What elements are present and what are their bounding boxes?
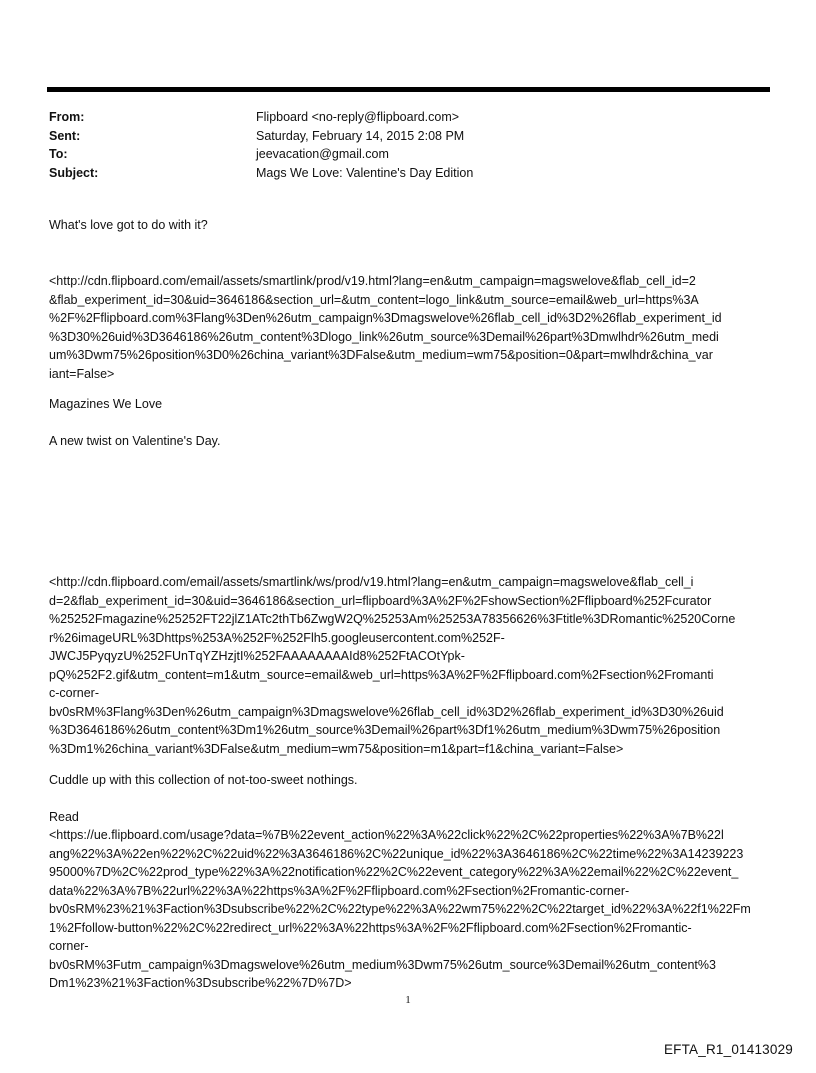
magazine-link-url[interactable] xyxy=(49,573,774,758)
section-heading: Magazines We Love xyxy=(49,397,163,411)
sent-label: Sent: xyxy=(49,128,81,143)
header-rule xyxy=(47,87,770,92)
description-text: Cuddle up with this collection of not-too-sweet nothings. xyxy=(49,773,358,787)
url-line: Dm1%23%21%3Faction%3Dsubscribe%22%7D%7D> xyxy=(49,976,352,990)
tagline-text: A new twist on Valentine's Day. xyxy=(49,434,221,448)
subject-label: Subject: xyxy=(49,165,99,180)
subject-value: Mags We Love: Valentine's Day Edition xyxy=(256,165,474,180)
url-line: &flab_experiment_id=30&uid=3646186&section_url=&utm_content=logo_link&utm_source=email&web_url=https%3A xyxy=(49,292,699,307)
url-line: <http://cdn.flipboard.com/email/assets/smartlink/prod/v19.html?lang=en&utm_campaign=magswelove&flab_cell_id=2 xyxy=(49,274,696,288)
url-line: bv0sRM%3Flang%3Den%26utm_campaign%3Dmagswelove%26flab_cell_id%3D2%26flab_experiment_id%3D30%26uid xyxy=(49,704,724,719)
url-line: JWCJ5PyqyzU%252FUnTqYZHzjtI%252FAAAAAAAAId8%252FtACOtYpk- xyxy=(49,649,465,663)
sent-row xyxy=(49,127,749,146)
url-line: 1%2Ffollow-button%22%2C%22redirect_url%22%3A%22https%3A%2F%2Fflipboard.com%2Fsection%2Fromantic- xyxy=(49,920,692,935)
url-line: %3Dm1%26china_variant%3DFalse&utm_medium=wm75&position=m1&part=f1&china_variant=False> xyxy=(49,741,624,756)
to-label: To: xyxy=(49,147,68,161)
url-line: %3D30%26uid%3D3646186%26utm_content%3Dlogo_link%26utm_source%3Demail%26part%3Dmwlhdr%26utm_medi xyxy=(49,329,719,344)
logo-link-url[interactable] xyxy=(49,272,774,383)
from-value: Flipboard <no-reply@flipboard.com> xyxy=(256,110,460,124)
url-line: ang%22%3A%22en%22%2C%22uid%22%3A3646186%2C%22unique_id%22%3A3646186%2C%22time%22%3A14239223 xyxy=(49,846,744,861)
page-number: 1 xyxy=(405,994,411,1006)
url-line: um%3Dwm75%26position%3D0%26china_variant%3DFalse&utm_medium=wm75&position=0&part=mwlhdr&china_var xyxy=(49,348,713,362)
to-row xyxy=(49,145,749,164)
url-line: <https://ue.flipboard.com/usage?data=%7B%22event_action%22%3A%22click%22%2C%22properties%22%3A%7B%22l xyxy=(49,828,724,842)
read-link-url[interactable] xyxy=(49,826,774,993)
url-line: data%22%3A%7B%22url%22%3A%22https%3A%2F%2Fflipboard.com%2Fsection%2Fromantic-corner- xyxy=(49,883,630,898)
url-line: corner- xyxy=(49,939,89,953)
url-line: <http://cdn.flipboard.com/email/assets/smartlink/ws/prod/v19.html?lang=en&utm_campaign=magswelove&flab_cell_i xyxy=(49,575,694,589)
url-line: 95000%7D%2C%22prod_type%22%3A%22notification%22%2C%22event_category%22%3A%22email%22%2C%22event_ xyxy=(49,865,739,879)
url-line: iant=False> xyxy=(49,366,115,381)
document-id: EFTA_R1_01413029 xyxy=(663,1042,793,1057)
url-line: bv0sRM%3Futm_campaign%3Dmagswelove%26utm_medium%3Dwm75%26utm_source%3Demail%26utm_content%3 xyxy=(49,957,716,972)
url-line: %3D3646186%26utm_content%3Dm1%26utm_source%3Demail%26part%3Df1%26utm_medium%3Dwm75%26position xyxy=(49,723,721,737)
read-label: Read xyxy=(49,810,79,824)
intro-text: What's love got to do with it? xyxy=(49,218,208,232)
url-line: %2F%2Fflipboard.com%3Flang%3Den%26utm_campaign%3Dmagswelove%26flab_cell_id%3D2%26flab_experiment_id xyxy=(49,311,722,325)
url-line: bv0sRM%23%21%3Faction%3Dsubscribe%22%2C%22type%22%3A%22wm75%22%2C%22target_id%22%3A%22f1%22Fm xyxy=(49,902,751,916)
url-line: r%26imageURL%3Dhttps%253A%252F%252Flh5.googleusercontent.com%252F- xyxy=(49,630,505,645)
url-line: pQ%252F2.gif&utm_content=m1&utm_source=email&web_url=https%3A%2F%2Fflipboard.com%2Fsection%2Fromanti xyxy=(49,667,714,682)
from-row xyxy=(49,108,749,127)
url-line: c-corner- xyxy=(49,686,100,700)
from-label: From: xyxy=(49,110,85,124)
url-line: d=2&flab_experiment_id=30&uid=3646186&section_url=flipboard%3A%2F%2FshowSection%2Fflipboard%252Fcurator xyxy=(49,593,712,608)
email-header xyxy=(49,108,749,182)
to-value: jeevacation@gmail.com xyxy=(256,147,389,161)
url-line: %25252Fmagazine%25252FT22jlZ1ATc2thTb6ZwgW2Q%25253Am%25253A78356626%3Ftitle%3DRomantic%2520Corne xyxy=(49,612,736,626)
sent-value: Saturday, February 14, 2015 2:08 PM xyxy=(256,128,465,143)
subject-row xyxy=(49,164,749,183)
